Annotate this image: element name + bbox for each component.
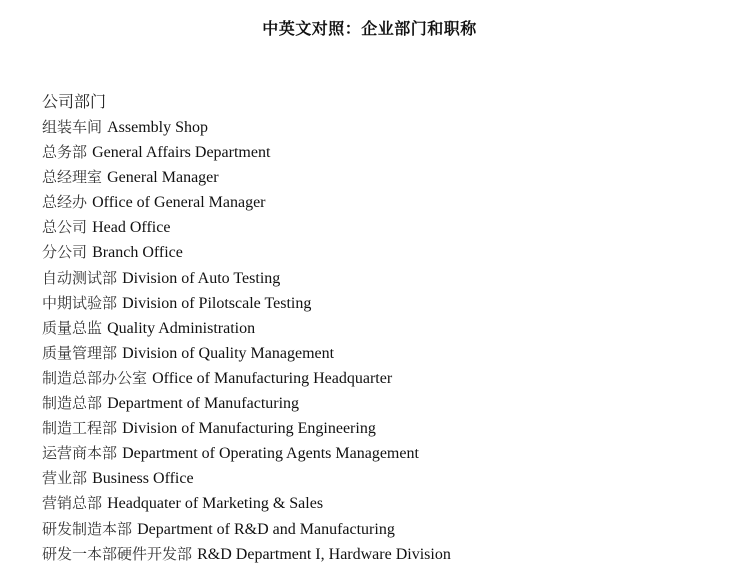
english-term: Department of Operating Agents Management — [122, 445, 419, 463]
chinese-term: 制造总部 — [42, 394, 103, 413]
chinese-term: 总经办 — [42, 193, 88, 212]
chinese-term: 中期试验部 — [42, 293, 118, 312]
english-term: Headquater of Marketing & Sales — [107, 495, 324, 513]
english-term: Office of Manufacturing Headquarter — [152, 369, 393, 387]
list-item — [42, 315, 722, 340]
chinese-term: 总经理室 — [42, 168, 103, 187]
english-term: General Affairs Department — [92, 144, 271, 162]
chinese-term: 营销总部 — [42, 494, 103, 513]
section-heading: 公司部门 — [42, 92, 107, 111]
english-term: Division of Auto Testing — [122, 269, 281, 287]
english-term: Division of Manufacturing Engineering — [122, 420, 376, 438]
english-term: Department of Manufacturing — [107, 395, 300, 413]
chinese-term: 总务部 — [42, 143, 88, 162]
list-item — [42, 390, 722, 415]
page-title: 中英文对照：企业部门和职称 — [262, 19, 477, 38]
list-item — [42, 139, 722, 164]
list-item — [42, 490, 722, 515]
english-term: Office of General Manager — [92, 194, 266, 212]
list-item — [42, 189, 722, 214]
english-term: Assembly Shop — [107, 119, 209, 136]
chinese-term: 总公司 — [42, 218, 88, 237]
chinese-term: 营业部 — [42, 469, 88, 488]
list-item — [42, 415, 722, 440]
list-item — [42, 265, 722, 290]
list-item — [42, 114, 722, 139]
list-item — [42, 365, 722, 390]
english-term: General Manager — [107, 169, 219, 187]
list-item — [42, 465, 722, 490]
chinese-term: 制造总部办公室 — [42, 368, 148, 387]
english-term: Division of Quality Management — [122, 344, 335, 362]
chinese-term: 制造工程部 — [42, 419, 118, 438]
list-item — [42, 164, 722, 189]
english-term: Department of R&D and Manufacturing — [137, 520, 395, 538]
english-term: R&D Department I, Hardware Division — [197, 545, 451, 563]
list-item — [42, 239, 722, 264]
english-term: Quality Administration — [107, 319, 256, 337]
chinese-term: 质量总监 — [42, 318, 103, 337]
english-term: Business Office — [92, 470, 194, 488]
list-item — [42, 290, 722, 315]
list-item — [42, 214, 722, 239]
department-list — [42, 114, 722, 566]
list-item — [42, 516, 722, 541]
chinese-term: 研发制造本部 — [42, 519, 133, 538]
english-term: Branch Office — [92, 244, 183, 262]
list-item — [42, 440, 722, 465]
list-item — [42, 340, 722, 365]
english-term: Head Office — [92, 219, 171, 237]
chinese-term: 运营商本部 — [42, 444, 118, 463]
chinese-term: 分公司 — [42, 243, 88, 262]
english-term: Division of Pilotscale Testing — [122, 294, 312, 312]
chinese-term: 组装车间 — [42, 118, 103, 136]
list-item — [42, 541, 722, 566]
chinese-term: 研发一本部硬件开发部 — [42, 544, 193, 563]
chinese-term: 自动测试部 — [42, 268, 118, 287]
chinese-term: 质量管理部 — [42, 343, 118, 362]
